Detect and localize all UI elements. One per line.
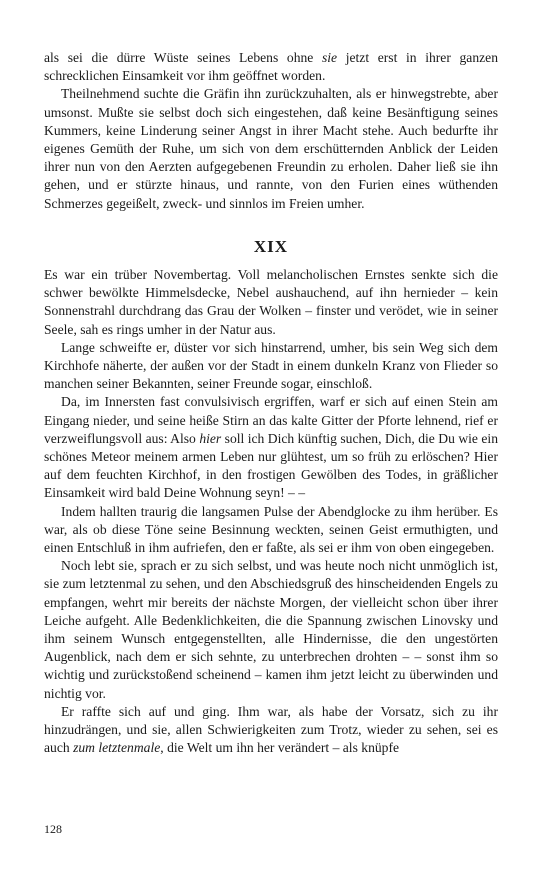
continued-text-block (44, 49, 498, 213)
paragraph (44, 393, 498, 502)
chapter-heading: XIX (253, 237, 289, 256)
paragraph-text: Er raffte sich auf und ging. Ihm war, als habe der Vorsatz, sich zu ihr hinzudrängen, und sie, allen Schwierigkeiten zum Trotz, wieder zu sehen, sei es auch (44, 703, 498, 756)
paragraph-text: jetzt erst in ihrer ganzen schrecklichen Einsamkeit vor ihm geöffnet worden. (44, 50, 498, 84)
emphasized-text: zum letztenmale (73, 740, 161, 756)
paragraph-text: soll ich Dich künftig suchen, Dich, die Du wie ein schönes Meteor meinem armen Leben nur glühtest, um so früh zu erlöschen? Hier auf dem feuchten Kirchhof, in den frostigen Gewölben des Todes, in gräßlicher Einsamkeit wird bald Deine Wohnung seyn! – – (44, 430, 498, 501)
paragraph-text: Da, im Innersten fast convulsivisch ergriffen, warf er sich auf einen Stein am Eingang nieder, und seine heiße Stirn an das kalte Gitter der Pforte lehnend, rief er verzweiflungsvoll aus: Also (44, 394, 498, 446)
paragraph-text: als sei die dürre Wüste seines Lebens ohne (44, 50, 322, 65)
paragraph (44, 85, 498, 212)
paragraph (44, 49, 498, 85)
paragraph (44, 703, 498, 758)
paragraph-text: Noch lebt sie, sprach er zu sich selbst, und was heute noch nicht unmöglich ist, sie zum letztenmal zu sehen, und den Abschiedsgruß des hinscheidenden Engels zu empfangen, wehrt mir bereits der nächste Morgen, der vielleicht schon über ihrer Leiche aufgeht. Alle Bedenklichkeiten, die die Spannung zwischen Linovsky und ihm seinem Wunsch entgegenstellten, alle Hindernisse, die den ungestörten Augenblick, nach dem er sich sehnte, zu unterbrechen drohten – – sonst ihm so wichtig und zurückstoßend scheinend – kamen ihm jetzt leicht zu überwinden und nichtig vor. (44, 558, 498, 701)
page-number: 128 (44, 822, 62, 836)
paragraph-text: Theilnehmend suchte die Gräfin ihn zurückzuhalten, als er hinwegstrebte, aber umsonst. Mußte sie selbst doch sich eingestehen, daß keine Besänftigung seines Kummers, keine Linderung seiner Angst in ihrer Macht stehe. Auch bedurfte ihr eigenes Gemüth der Ruhe, um sich von dem erschütternden Anblick der Leiden ihrer nun von den Aerzten aufgegebenen Freundin zu erholen. Daher ließ sie ihn gehen, und er stürzte hinaus, und rannte, von den Furien eines wüthenden Schmerzes gegeißelt, zweck- und sinnlos im Freien umher. (44, 86, 498, 211)
paragraph (44, 503, 498, 558)
paragraph (44, 557, 498, 703)
paragraph-text: Lange schweifte er, düster vor sich hinstarrend, umher, bis sein Weg sich dem Kirchhofe näherte, der außen vor der Stadt in einem dunkeln Kranz von Flieder so manchen seiner Bekannten, seiner Freunde sogar, einschloß. (44, 339, 498, 392)
paragraph (44, 266, 498, 339)
emphasized-text: hier (199, 430, 222, 446)
emphasized-text: sie (321, 50, 338, 65)
chapter-text-block (44, 266, 498, 757)
paragraph-text: Es war ein trüber Novembertag. Voll melancholischen Ernstes senkte sich die schwer bewölkte Himmelsdecke, Nebel aushauchend, auf ihn hernieder – kein Sonnenstrahl durchdrang das Grau der Wolken – finster und verödet, wie in seiner Seele, sah es rings umher in der Natur aus. (44, 267, 498, 337)
paragraph (44, 339, 498, 394)
paragraph-text: Indem hallten traurig die langsamen Pulse der Abendglocke zu ihm herüber. Es war, als ob diese Töne seine Besinnung weckten, seinen Geist ermuthigten, und einen Entschluß in ihm aufriefen, den er faßte, als sei er ihm von oben eingegeben. (44, 503, 498, 556)
paragraph-text: , die Welt um ihn her verändert – als knüpfe (160, 740, 400, 756)
